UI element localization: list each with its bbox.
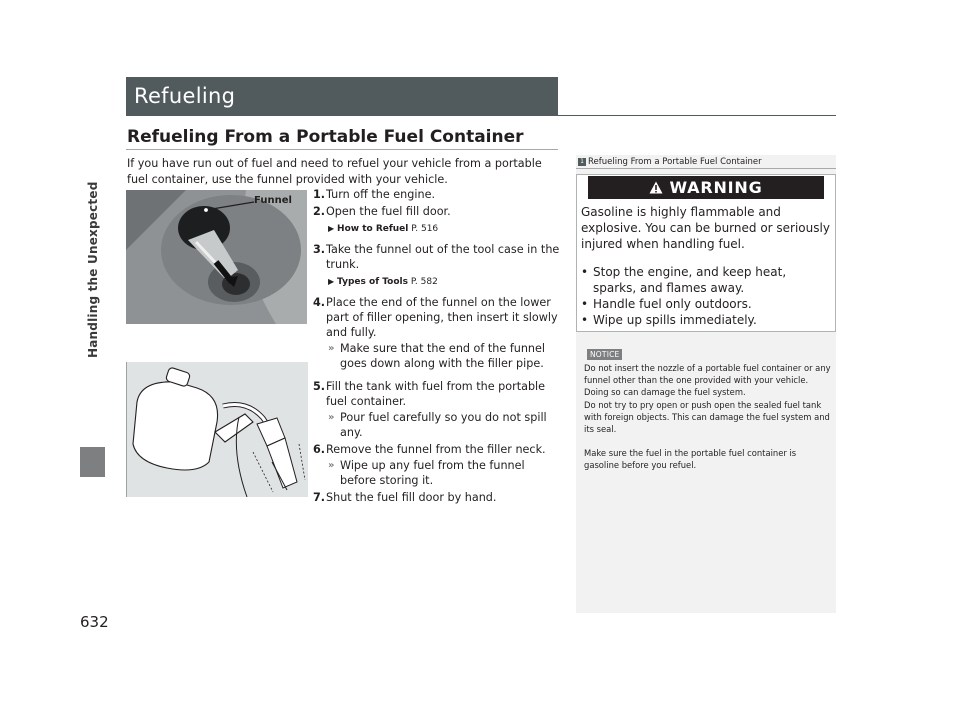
reference-title: How to Refuel (337, 224, 409, 234)
step-text: Fill the tank with fuel from the portable fuel container. (326, 380, 546, 408)
step-number: 5. (313, 380, 326, 393)
subnote-text: Make sure that the end of the funnel goes down along with the filler pipe. (340, 342, 546, 370)
sidebar-rule (576, 168, 836, 169)
notice-paragraph: Do not try to pry open or push open the sealed fuel tank with foreign objects. This can damage the fuel system and its seal. (584, 399, 830, 435)
intro-paragraph: If you have run out of fuel and need to refuel your vehicle from a portable fuel container, use the funnel provided with your vehicle. (127, 157, 542, 186)
funnel-callout-label: Funnel (254, 195, 292, 206)
step-item (313, 187, 561, 202)
step-text: Open the fuel fill door. (326, 205, 451, 218)
step-item (313, 490, 561, 505)
step-item (313, 242, 561, 293)
subnote-text: Wipe up any fuel from the funnel before storing it. (340, 459, 525, 487)
step-text: Place the end of the funnel on the lower part of filler opening, then insert it slowly and fully. (326, 296, 558, 339)
step-text: Take the funnel out of the tool case in the trunk. (326, 243, 560, 271)
portable-container-diagram (126, 362, 308, 497)
notice-text (584, 362, 832, 472)
warning-item-text: Stop the engine, and keep heat, sparks, and flames away. (593, 265, 787, 295)
step-item (313, 379, 561, 440)
subnote-text: Pour fuel carefully so you do not spill any. (340, 411, 547, 439)
header-rule (126, 115, 836, 116)
notice-paragraph: Do not insert the nozzle of a portable fuel container or any funnel other than the one provided with your vehicle. Doing so can damage the fuel system. (584, 363, 831, 398)
step-text: Remove the funnel from the filler neck. (326, 443, 546, 456)
step-item (313, 442, 561, 488)
warning-triangle-icon (649, 181, 663, 194)
step-item (313, 295, 561, 371)
step-item (313, 204, 561, 240)
notice-paragraph: Make sure the fuel in the portable fuel container is gasoline before you refuel. (584, 448, 797, 471)
step-number: 1. (313, 188, 326, 201)
note-marker-icon: 1 (578, 158, 586, 166)
warning-list-item: • Handle fuel only outdoors. (581, 297, 752, 311)
reference-page: P. 516 (411, 224, 439, 234)
reference-arrow-icon: ▶ (328, 224, 335, 233)
step-number: 7. (313, 491, 326, 504)
reference-title: Types of Tools (337, 277, 408, 287)
steps-list (313, 187, 561, 507)
step-number: 6. (313, 443, 326, 456)
warning-item-text: Handle fuel only outdoors. (593, 297, 752, 311)
cross-reference-link[interactable] (326, 274, 561, 290)
section-rule (126, 149, 558, 150)
warning-list-item: • Wipe up spills immediately. (581, 313, 757, 327)
step-subnote (326, 410, 561, 440)
warning-list (581, 264, 831, 328)
step-number: 3. (313, 243, 326, 256)
sidebar-note-title (578, 157, 762, 167)
reference-arrow-icon: ▶ (328, 277, 335, 286)
warning-list-item: • Stop the engine, and keep heat, sparks, and flames away. (581, 264, 831, 296)
step-text: Turn off the engine. (326, 188, 436, 201)
side-tab-label: Handling the Unexpected (86, 181, 100, 359)
warning-header (588, 176, 824, 199)
side-tab-marker (80, 447, 105, 477)
chapter-title: Refueling (134, 84, 236, 108)
section-title: Refueling From a Portable Fuel Container (127, 127, 524, 147)
warning-label: WARNING (669, 178, 763, 197)
sidebar-note-title-text: Refueling From a Portable Fuel Container (588, 157, 762, 167)
subnote-arrow-icon: » (328, 412, 335, 423)
subnote-arrow-icon: » (328, 460, 335, 471)
reference-page: P. 582 (410, 277, 438, 287)
step-subnote (326, 341, 561, 371)
warning-text: Gasoline is highly flammable and explosive. You can be burned or seriously injured when handling fuel. (581, 205, 830, 251)
subnote-arrow-icon: » (328, 343, 335, 354)
page-number: 632 (80, 613, 109, 631)
warning-item-text: Wipe up spills immediately. (593, 313, 757, 327)
cross-reference-link[interactable] (326, 221, 561, 237)
notice-badge: NOTICE (587, 349, 622, 360)
step-text: Shut the fuel fill door by hand. (326, 491, 497, 504)
step-number: 2. (313, 205, 326, 218)
step-number: 4. (313, 296, 326, 309)
funnel-photo (126, 190, 307, 324)
step-subnote (326, 458, 561, 488)
